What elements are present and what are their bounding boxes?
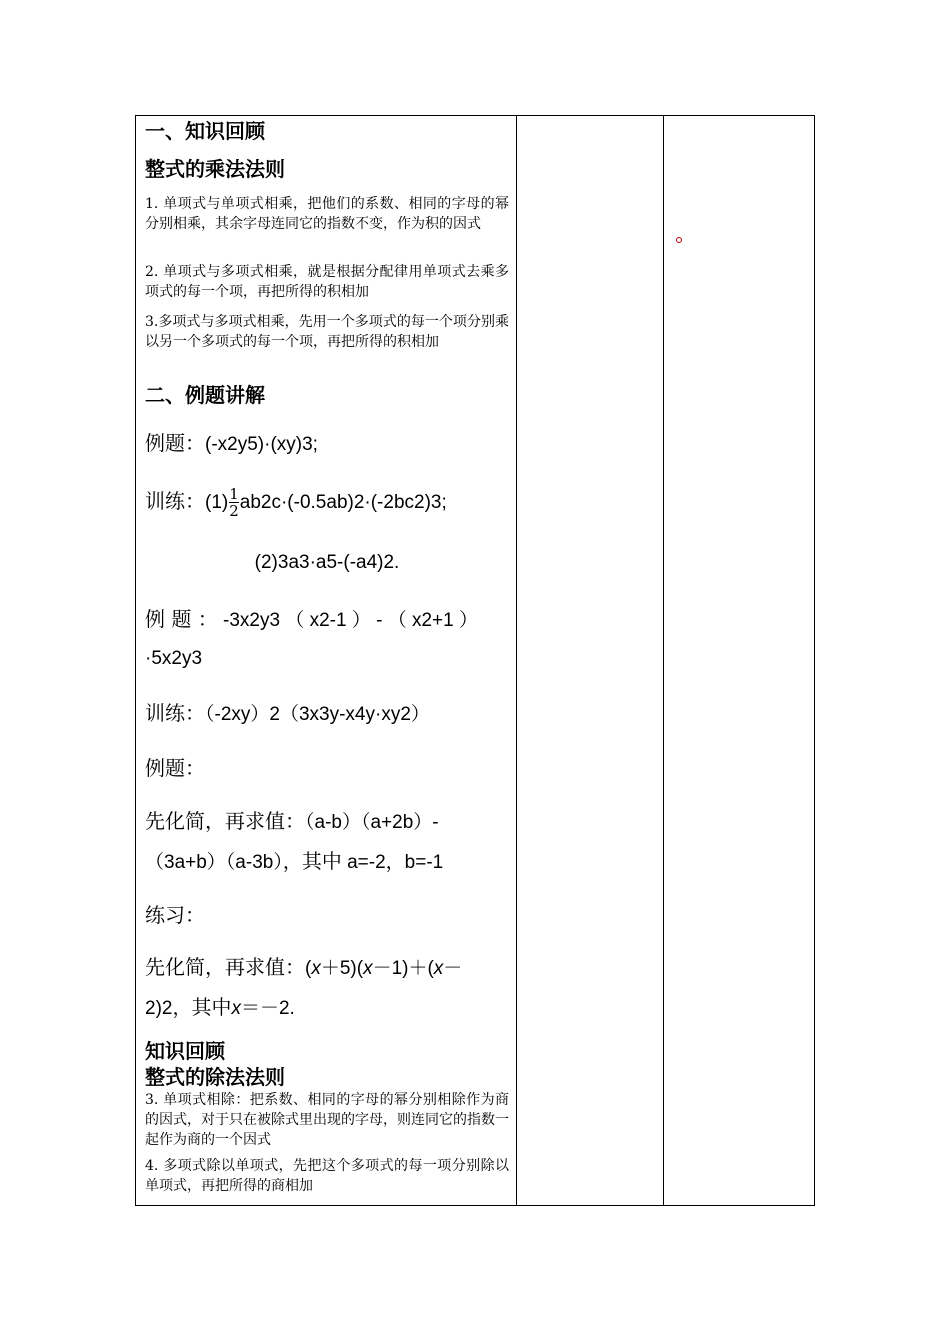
practice	[145, 948, 509, 1028]
example-3-line-2a: （3a+b）（a-3b），	[145, 852, 302, 873]
rule-1: 1. 单项式与单项式相乘，把他们的系数、相同的字母的幂分别相乘，其余字母连同它的指数不变，作为积的因式	[145, 196, 509, 232]
training-1-label: 训练：	[145, 489, 205, 513]
example-3-where: 其中	[301, 849, 342, 873]
example-3-label	[145, 749, 509, 789]
red-circle-mark	[676, 237, 682, 243]
training-1	[145, 482, 509, 522]
practice-where: 其中	[191, 995, 232, 1019]
fraction-one-half	[229, 486, 239, 519]
practice-part-a: (	[305, 958, 312, 979]
practice-var-x: x	[363, 958, 373, 979]
example-1	[145, 424, 509, 464]
training-1-part-2: (2)3a3·a5-(-a4)2.	[254, 552, 400, 573]
examples-heading: 二、例题讲解	[145, 383, 265, 407]
training-1-prefix: (1)	[205, 492, 229, 513]
rule-3: 3.多项式与多项式相乘，先用一个多项式的每一个项分别乘以另一个多项式的每一个项，再把所得的积相加	[145, 314, 509, 350]
training-2-expression: （-2xy）2（3x3y-x4y·xy2）	[205, 704, 430, 725]
lesson-table	[135, 115, 815, 1206]
division-rule-4: 4. 多项式除以单项式，先把这个多项式的每一项分别除以单项式，再把所得的商相加	[145, 1158, 509, 1194]
training-2-label: 训练：	[145, 701, 205, 725]
column-divider-1	[516, 116, 517, 1205]
practice-line-2c: ＝－2.	[240, 998, 295, 1019]
example-2	[145, 600, 509, 678]
practice-var-x: x	[433, 958, 444, 979]
training-1-rest: ab2c·(-0.5ab)2·(-2bc2)3;	[239, 492, 447, 513]
fraction-numerator: 1	[229, 485, 239, 504]
fraction-denominator: 2	[229, 502, 239, 521]
practice-part-c: －1)＋(	[372, 958, 434, 979]
division-review-heading: 知识回顾	[145, 1039, 225, 1063]
practice-var-x: x	[231, 998, 241, 1019]
example-3-values: a=-2，b=-1	[341, 852, 444, 873]
example-3-intro: 先化简，再求值：	[145, 809, 305, 833]
example-3	[145, 802, 509, 882]
multiplication-rules-heading: 整式的乘法法则	[145, 157, 285, 181]
training-2	[145, 694, 509, 734]
column-divider-2	[663, 116, 664, 1205]
example-2-label: 例 题 ：	[145, 607, 218, 631]
practice-intro: 先化简，再求值：	[145, 955, 305, 979]
example-2-line-2: ·5x2y3	[145, 648, 203, 669]
rule-2: 2. 单项式与多项式相乘，就是根据分配律用单项式去乘多项式的每一个项，再把所得的积相加	[145, 264, 509, 300]
practice-label	[145, 896, 509, 936]
division-rule-3: 3. 单项式相除：把系数、相同的字母的幂分别相除作为商的因式，对于只在被除式里出现的字母，则连同它的指数一起作为商的一个因式	[145, 1092, 509, 1148]
practice-part-d: －	[443, 958, 463, 979]
example-1-expression: (-x2y5)·(xy)3;	[205, 434, 318, 455]
practice-var-x: x	[311, 958, 321, 979]
practice-label-text: 练习：	[145, 903, 205, 927]
example-3-line-1: （a-b）（a+2b）-	[305, 812, 439, 833]
example-3-label-text: 例题：	[145, 756, 205, 780]
practice-line-2a: 2)2，	[145, 998, 192, 1019]
example-1-label: 例题：	[145, 431, 205, 455]
practice-part-b: ＋5)(	[320, 958, 364, 979]
example-2-line-1: -3x2y3 （ x2-1 ） - （ x2+1 ）	[217, 610, 478, 631]
review-heading: 一、知识回顾	[145, 119, 265, 143]
division-rules-heading: 整式的除法法则	[145, 1065, 285, 1089]
